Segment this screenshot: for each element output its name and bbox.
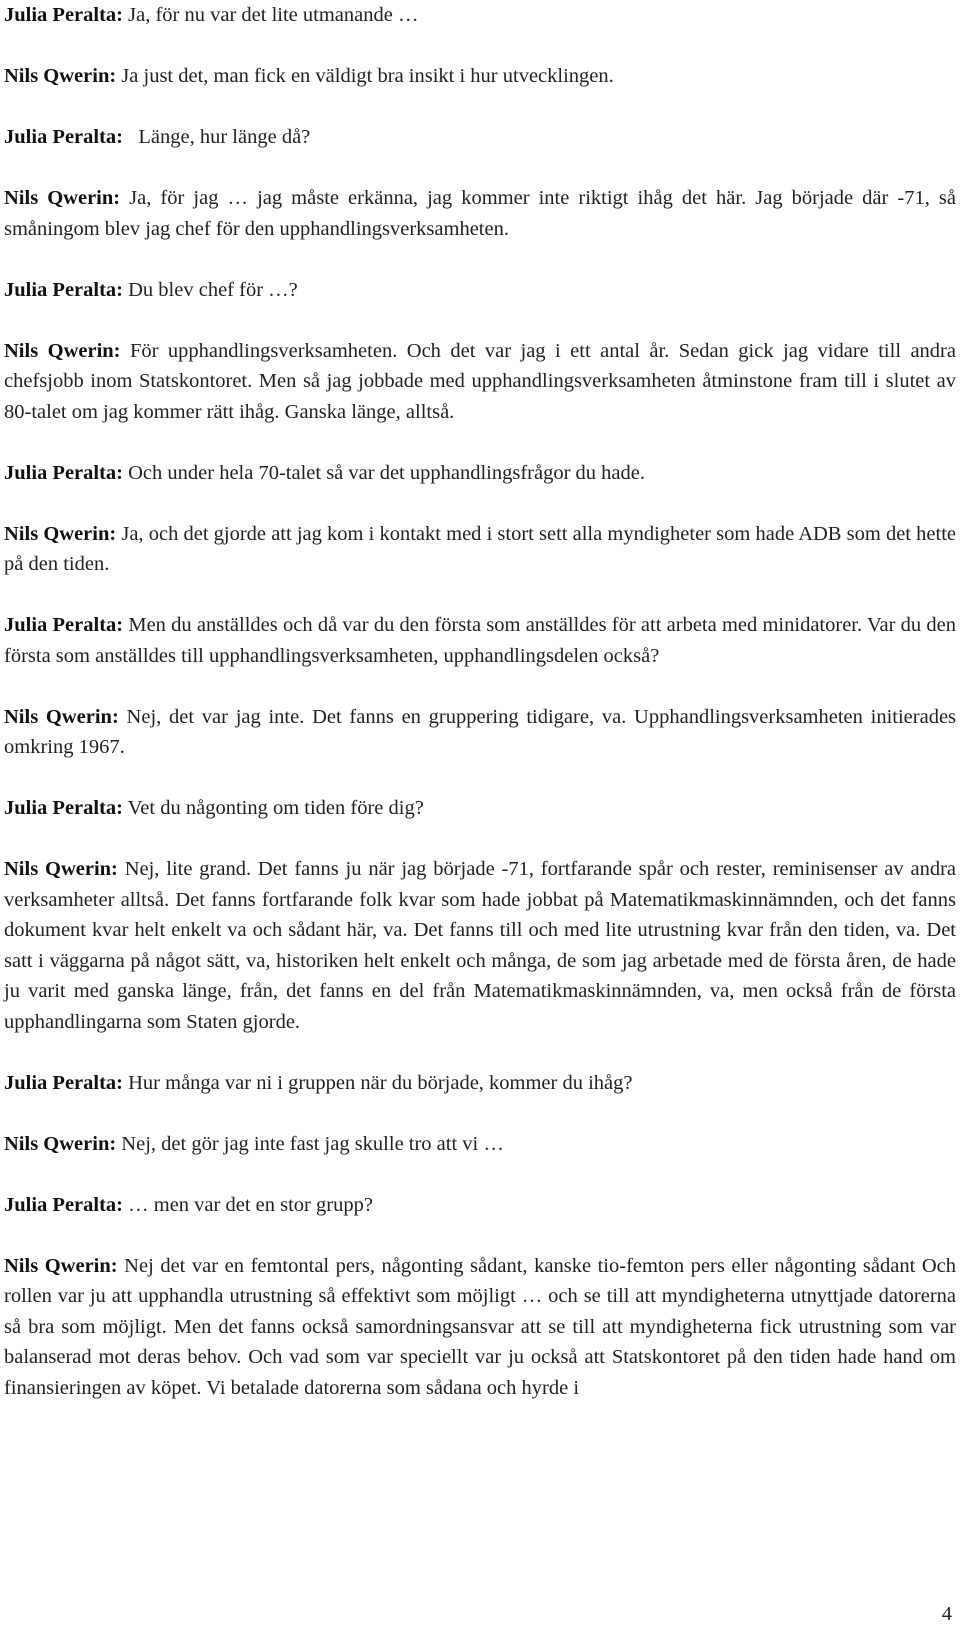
dialogue-turn <box>4 1251 956 1404</box>
dialogue-turn <box>4 610 956 671</box>
speaker-name: Julia Peralta: <box>4 1071 123 1094</box>
dialogue-turn <box>4 793 956 824</box>
transcript-page <box>4 0 956 1434</box>
speaker-name: Julia Peralta: <box>4 797 123 819</box>
dialogue-text: Vet du någonting om tiden före dig? <box>127 797 424 819</box>
speaker-name: Julia Peralta: <box>4 614 124 636</box>
speaker-name: Julia Peralta: <box>4 4 123 26</box>
dialogue-text: Nej, lite grand. Det fanns ju när jag började -71, fortfarande spår och rester, reminisenser av andra verksamheter alltså. Det fanns fortfarande folk kvar som hade jobbat på Matematikmaskinnämnden, och det fanns dokument kvar helt enkelt va och sådant här, va. Det fanns till och med lite utrustning kvar från den tiden, va. Det satt i väggarna på något sätt, va, historiken helt enkelt och många, de som jag arbetade med de första åren, de hade ju varit med ganska länge, från, det fanns en del från Matematikmaskinnämnden, va, men också från de första upphandlingarna som Staten gjorde. <box>4 858 956 1033</box>
dialogue-text: Nej det var en femtontal pers, någonting sådant, kanske tio-femton pers eller någonting sådant Och rollen var ju att upphandla utrustning så effektivt som möjligt … och se till att myndigheterna utnyttjade datorerna så bra som möjligt. Men det fanns också samordningsansvar att se till att myndigheterna fick utrustning som var balanserad mot deras behov. Och vad som var speciellt var ju också att Statskontoret på den tiden hade hand om finansieringen av köpet. Vi betalade datorerna som sådana och hyrde i <box>4 1254 956 1399</box>
dialogue-turn <box>4 0 956 31</box>
speaker-name: Nils Qwerin: <box>4 187 121 209</box>
dialogue-turn <box>4 183 956 244</box>
speaker-name: Nils Qwerin: <box>4 1254 118 1277</box>
dialogue-turn <box>4 61 956 92</box>
speaker-name: Julia Peralta: <box>4 461 123 484</box>
speaker-name: Nils Qwerin: <box>4 858 118 880</box>
speaker-name: Julia Peralta: <box>4 278 123 301</box>
dialogue-turn <box>4 854 956 1037</box>
dialogue-text: Och under hela 70-talet så var det upphandlingsfrågor du hade. <box>128 461 645 484</box>
dialogue-text: Ja just det, man fick en väldigt bra insikt i hur utvecklingen. <box>121 65 614 87</box>
dialogue-text: Men du anställdes och då var du den första som anställdes för att arbeta med minidatorer. Var du den första som anställdes till upphandlingsverksamheten, upphandlingsdelen också? <box>4 614 957 667</box>
speaker-name: Nils Qwerin: <box>4 339 121 362</box>
dialogue-turn <box>4 702 956 763</box>
dialogue-turn <box>4 519 956 580</box>
dialogue-turn <box>4 122 956 153</box>
dialogue-text: Hur många var ni i gruppen när du började, kommer du ihåg? <box>128 1071 633 1094</box>
dialogue-turn <box>4 275 956 306</box>
speaker-name: Julia Peralta: <box>4 1193 123 1216</box>
speaker-name: Nils Qwerin: <box>4 705 119 728</box>
dialogue-text: Nej, det gör jag inte fast jag skulle tro att vi … <box>121 1132 504 1155</box>
dialogue-text: Ja, och det gjorde att jag kom i kontakt med i stort sett alla myndigheter som hade ADB som det hette på den tiden. <box>4 522 956 575</box>
dialogue-text: Ja, för jag … jag måste erkänna, jag kommer inte riktigt ihåg det här. Jag började där -71, så småningom blev jag chef för den upphandlingsverksamheten. <box>4 187 956 240</box>
speaker-name: Julia Peralta: <box>4 126 123 148</box>
dialogue-text: Länge, hur länge då? <box>138 126 311 148</box>
dialogue-turn <box>4 1190 956 1221</box>
dialogue-text: Du blev chef för …? <box>128 278 298 301</box>
page-number: 4 <box>941 1603 952 1625</box>
dialogue-text: Nej, det var jag inte. Det fanns en gruppering tidigare, va. Upphandlingsverksamheten initierades omkring 1967. <box>4 705 957 758</box>
dialogue-turn <box>4 458 956 489</box>
speaker-name: Nils Qwerin: <box>4 65 117 87</box>
dialogue-text: För upphandlingsverksamheten. Och det var jag i ett antal år. Sedan gick jag vidare till andra chefsjobb inom Statskontoret. Men så jag jobbade med upphandlingsverksamheten åtminstone fram till i slutet av 80-talet om jag kommer rätt ihåg. Ganska länge, alltså. <box>4 339 956 423</box>
dialogue-text: … men var det en stor grupp? <box>128 1193 373 1216</box>
dialogue-turn <box>4 1129 956 1160</box>
dialogue-turn <box>4 1068 956 1099</box>
dialogue-text: Ja, för nu var det lite utmanande … <box>128 4 419 26</box>
dialogue-turn <box>4 336 956 428</box>
speaker-name: Nils Qwerin: <box>4 1132 117 1155</box>
speaker-name: Nils Qwerin: <box>4 522 117 545</box>
